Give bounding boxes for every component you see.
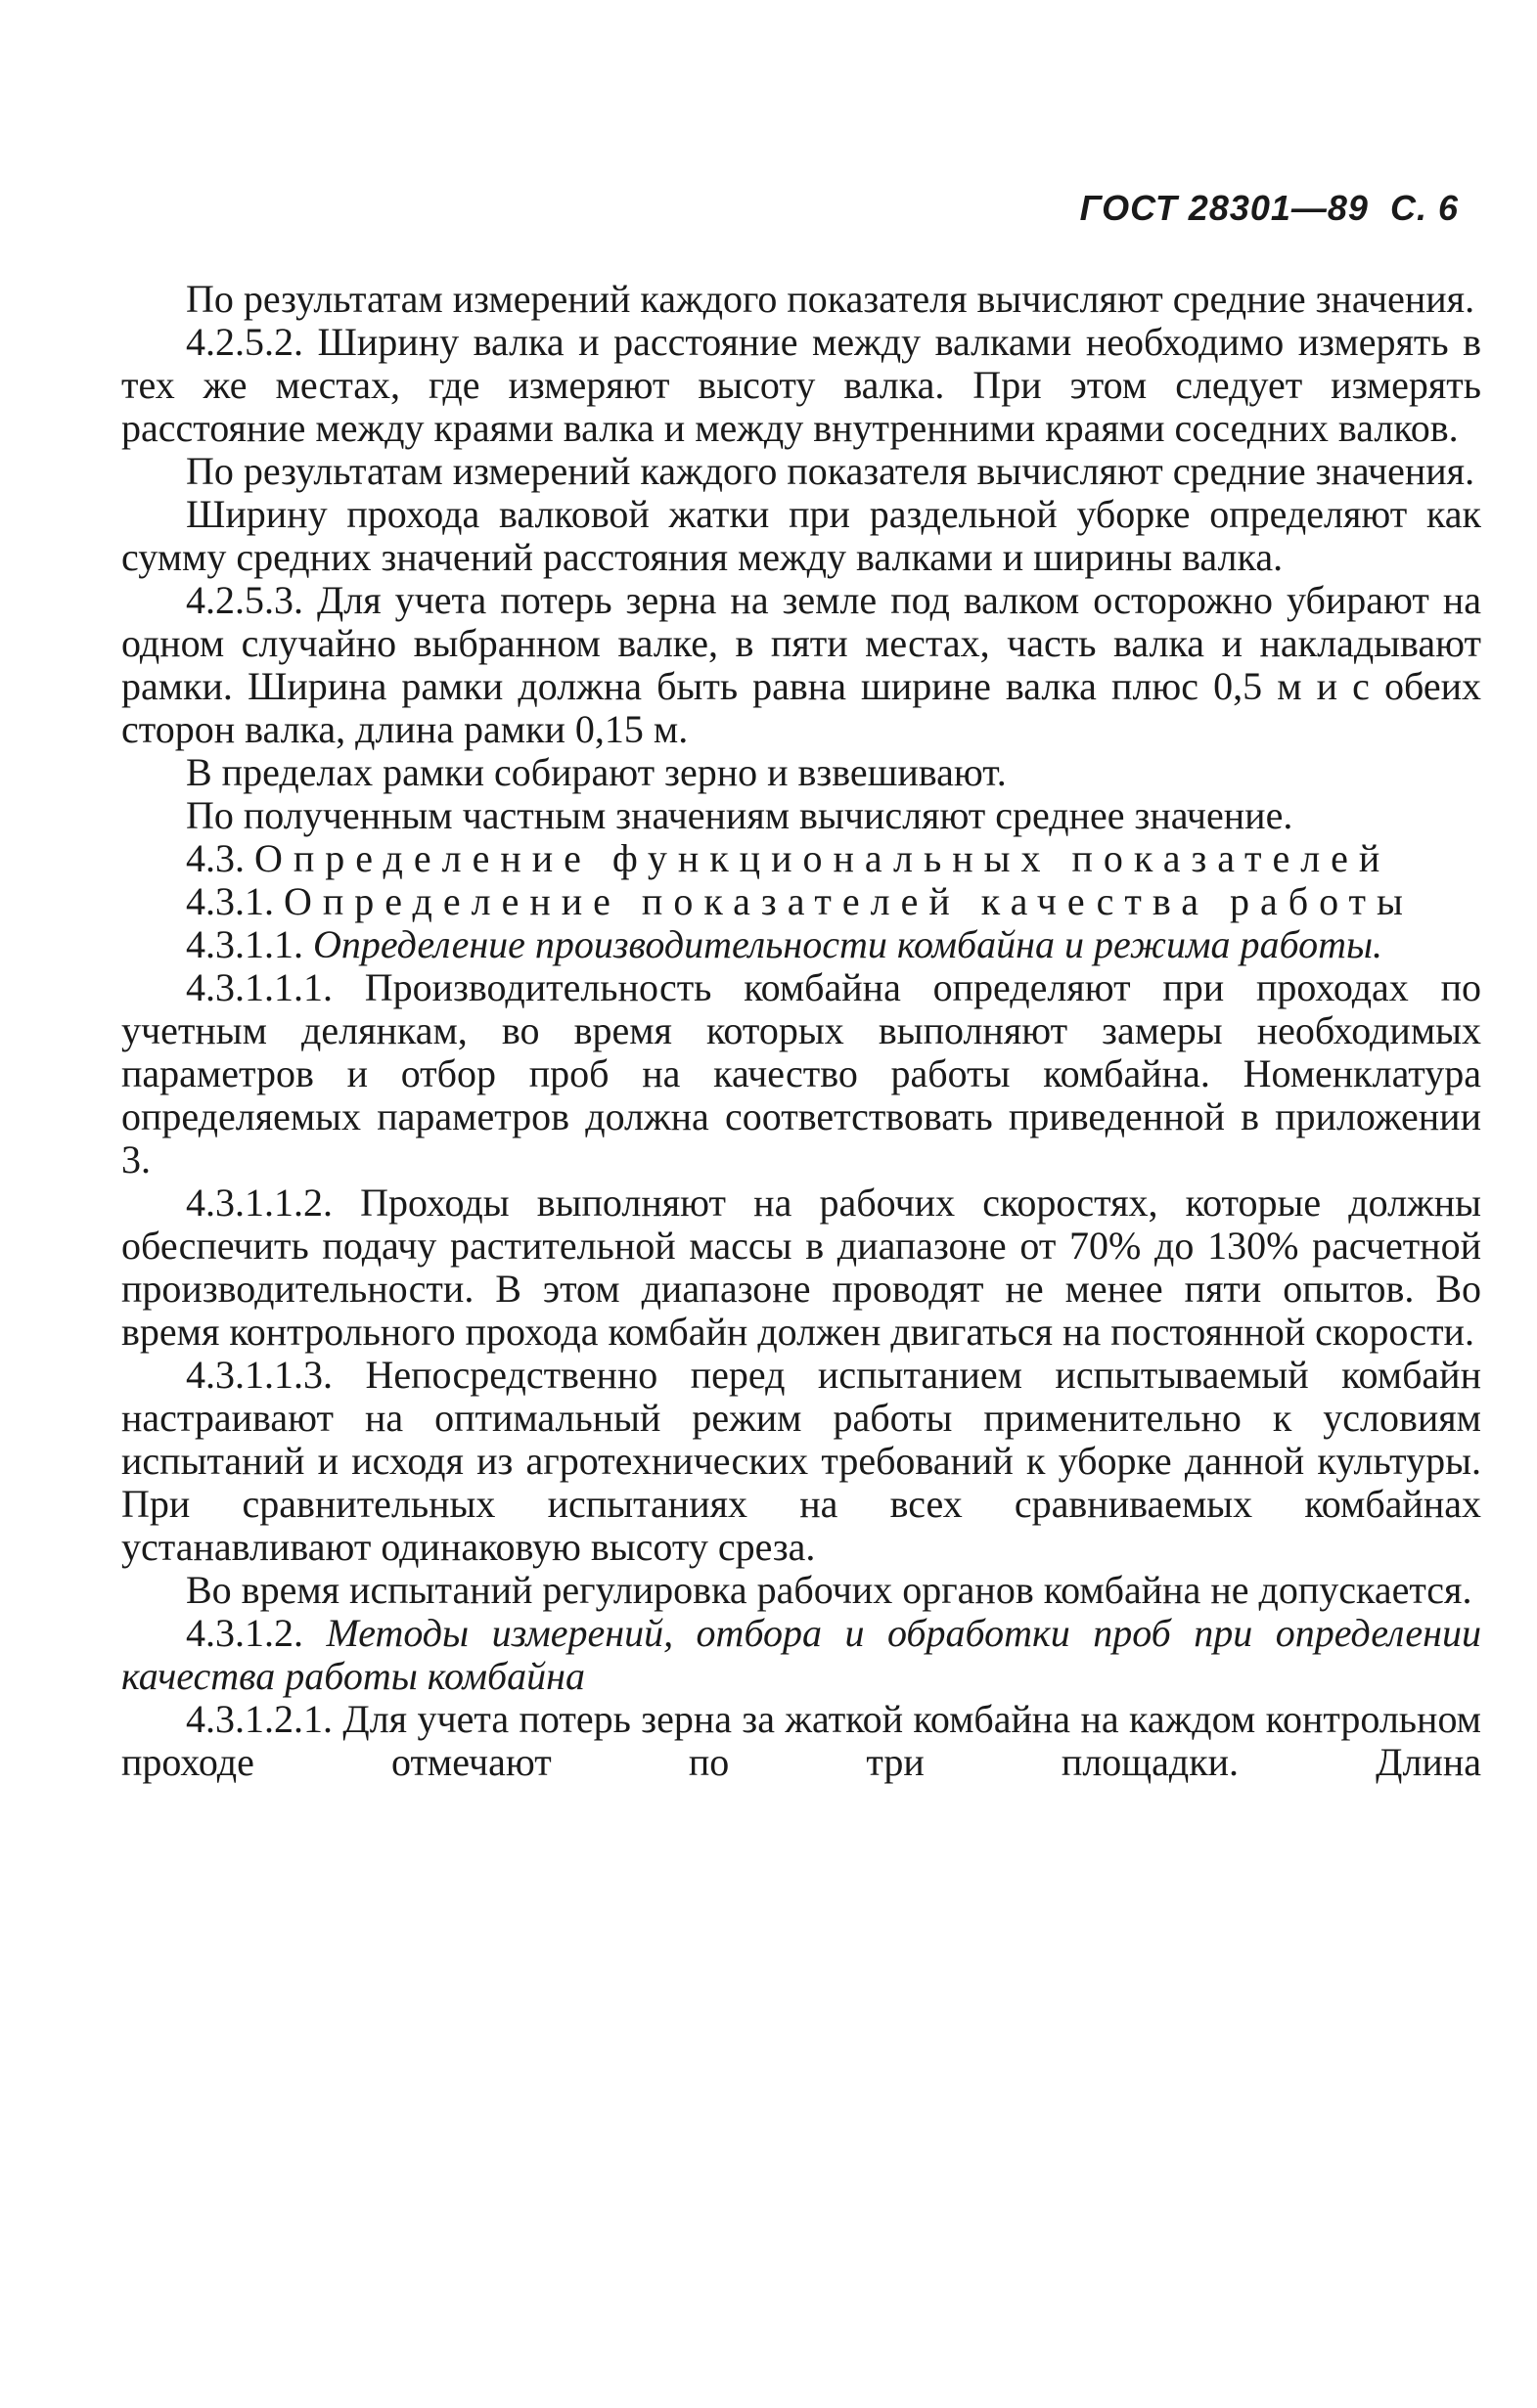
paragraph: Во время испытаний регулировка рабочих органов комбайна не допускается. [186,1568,1472,1612]
subsection-heading [121,880,1481,923]
section-title: Определение функциональных показателей [254,836,1391,880]
clause-heading [121,923,1481,966]
section-number: 4.3. [186,836,245,880]
clause-heading [121,1612,1481,1698]
section-number: 4.3.1.2. [186,1611,303,1655]
paragraph: 4.3.1.1.2. Проходы выполняют на рабочих скоростях, которые должны обеспечить подачу растительной массы в диапазоне от 70% до 130% расчетной производительности. В этом диапазоне проводят не менее пяти опытов. Во время контрольного прохода комбайн должен двигаться на постоянной скорости. [121,1181,1481,1354]
section-title: Определение показателей качества работы [284,879,1414,923]
standard-number: ГОСТ 28301—89 [1079,188,1369,228]
paragraph: 4.2.5.2. Ширину валка и расстояние между валками необходимо измерять в тех же местах, где измеряют высоту валка. При этом следует измерять расстояние между краями валка и между внутренними краями соседних валков. [121,320,1481,450]
paragraph: По результатам измерений каждого показателя вычисляют средние значения. [186,277,1475,321]
section-title: Методы измерений, отбора и обработки проб при определении качества работы комбайна [121,1611,1481,1698]
document-body [121,278,1481,1784]
paragraph: В пределах рамки собирают зерно и взвешивают. [186,750,1007,794]
paragraph: По результатам измерений каждого показателя вычисляют средние значения. [186,449,1475,493]
section-heading [121,837,1481,880]
paragraph: 4.3.1.1.3. Непосредственно перед испытанием испытываемый комбайн настраивают на оптимальный режим работы применительно к условиям испытаний и исходя из агротехнических требований к уборке данной культуры. При сравнительных испытаниях на всех сравниваемых комбайнах устанавливают одинаковую высоту среза. [121,1353,1481,1569]
paragraph: 4.3.1.1.1. Производительность комбайна определяют при проходах по учетным делянкам, во время которых выполняют замеры необходимых параметров и отбор проб на качество работы комбайна. Номенклатура определяемых параметров должна соответствовать приведенной в приложении 3. [121,965,1481,1182]
paragraph: 4.3.1.2.1. Для учета потерь зерна за жаткой комбайна на каждом контрольном проходе отмечают по три площадки. Длина [121,1697,1481,1784]
paragraph: Ширину прохода валковой жатки при раздельной уборке определяют как сумму средних значений расстояния между валками и ширины валка. [121,492,1481,579]
section-title: Определение производительности комбайна и режима работы. [313,922,1383,966]
page-number: С. 6 [1389,188,1459,228]
paragraph: 4.2.5.3. Для учета потерь зерна на земле под валком осторожно убирают на одном случайно выбранном валке, в пяти местах, часть валка и накладывают рамки. Ширина рамки должна быть равна ширине валка плюс 0,5 м и с обеих сторон валка, длина рамки 0,15 м. [121,578,1481,751]
paragraph: По полученным частным значениям вычисляют среднее значение. [186,793,1293,837]
section-number: 4.3.1.1. [186,922,303,966]
page-header [1080,188,1459,229]
section-number: 4.3.1. [186,879,274,923]
